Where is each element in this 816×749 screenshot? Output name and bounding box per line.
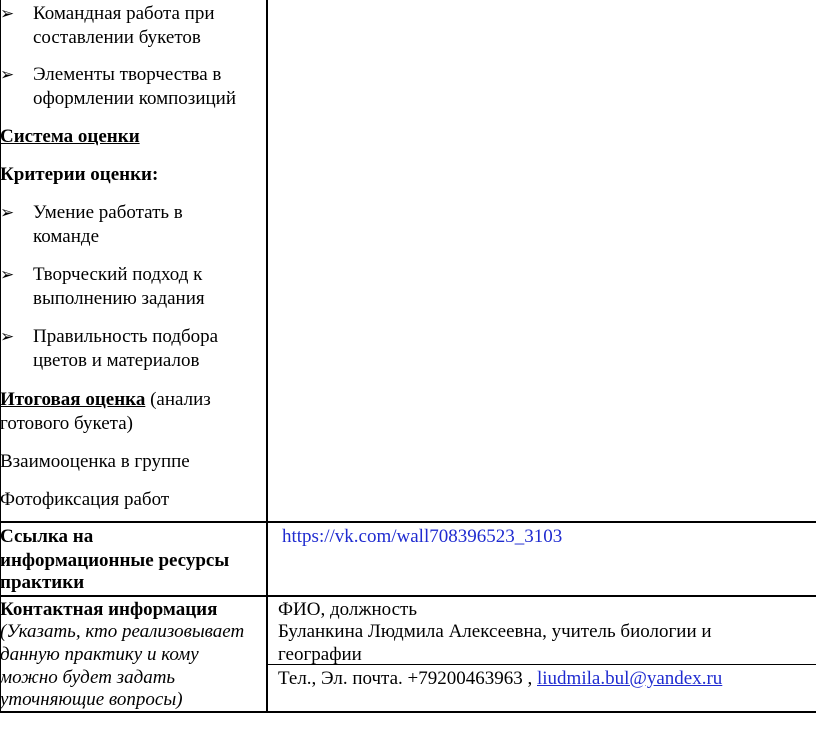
bullet-icon: ➢ xyxy=(0,65,15,85)
fio-line: географии xyxy=(278,644,362,665)
fio-line: Буланкина Людмила Алексеевна, учитель биологии и xyxy=(278,621,712,642)
photo-text: Фотофиксация работ xyxy=(0,489,170,510)
bullet-icon: ➢ xyxy=(0,265,15,285)
criteria-heading: Критерии оценки: xyxy=(0,164,159,185)
bullet-text-line: Правильность подбора xyxy=(33,326,219,347)
vk-link[interactable]: https://vk.com/wall708396523_3103 xyxy=(282,526,563,547)
peer-review-text: Взаимооценка в группе xyxy=(0,451,190,472)
bullet-text-line: команде xyxy=(33,226,99,247)
final-grade-heading: Итоговая оценка xyxy=(0,389,146,410)
bullet-icon: ➢ xyxy=(0,203,15,223)
table-column-divider xyxy=(266,0,268,713)
final-grade-line-2: готового букета) xyxy=(0,413,133,434)
bullet-text-line: Элементы творчества в xyxy=(33,64,222,85)
phone-text: Тел., Эл. почта. +79200463963 , xyxy=(278,668,537,689)
grading-system-heading: Система оценки xyxy=(0,126,140,147)
row-divider-link xyxy=(0,595,816,597)
contact-note-line: (Указать, кто реализовывает xyxy=(0,621,245,642)
bullet-text-line: составлении букетов xyxy=(33,27,201,48)
link-label-line: Ссылка на xyxy=(0,526,94,547)
bullet-icon: ➢ xyxy=(0,327,15,347)
contact-note-line: можно будет задать xyxy=(0,667,176,688)
bullet-text-line: оформлении композиций xyxy=(33,88,236,109)
bullet-text-line: Творческий подход к xyxy=(33,264,203,285)
bullet-text-line: выполнению задания xyxy=(33,288,205,309)
email-link[interactable]: liudmila.bul@yandex.ru xyxy=(537,668,723,689)
contact-note-line: уточняющие вопросы) xyxy=(0,689,183,710)
bullet-text-line: Умение работать в xyxy=(33,202,183,223)
fio-heading: ФИО, должность xyxy=(278,599,418,620)
row-divider-upper xyxy=(0,521,816,523)
contact-note-line: данную практику и кому xyxy=(0,644,199,665)
bullet-text-line: цветов и материалов xyxy=(33,350,200,371)
bullet-text-line: Командная работа при xyxy=(33,3,215,24)
bullet-icon: ➢ xyxy=(0,4,15,24)
final-grade-note: (анализ xyxy=(145,389,211,410)
contact-label-heading: Контактная информация xyxy=(0,599,218,620)
final-grade-line xyxy=(0,388,211,412)
link-label-line: информационные ресурсы xyxy=(0,550,230,571)
link-label-line: практики xyxy=(0,572,85,593)
contact-line xyxy=(278,667,722,691)
